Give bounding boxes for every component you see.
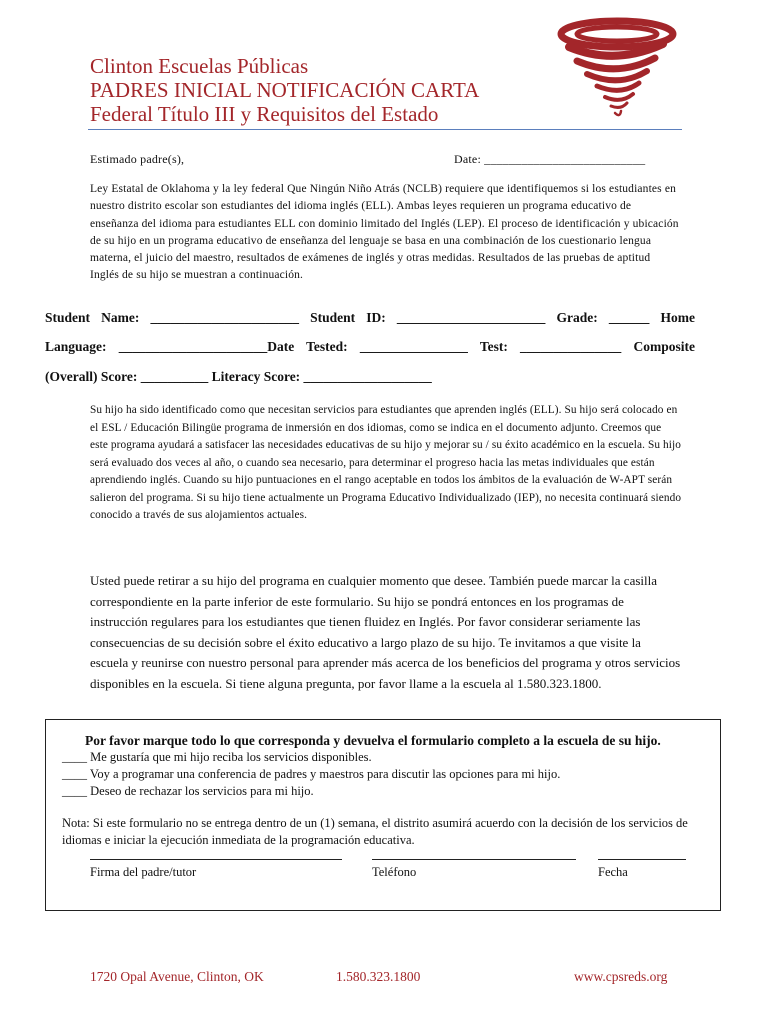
signature-label: Firma del padre/tutor xyxy=(90,865,197,879)
footer-website[interactable]: www.cpsreds.org xyxy=(574,969,668,984)
language-date-test-line[interactable]: Language: ______________________Date Tested: ________________ Test: _______________ Composite xyxy=(45,339,695,354)
letter-subtitle: Federal Título III y Requisitos del Estado xyxy=(90,102,439,126)
salutation: Estimado padre(s), xyxy=(90,152,185,166)
tornado-logo-icon xyxy=(555,14,679,126)
score-line[interactable]: (Overall) Score: __________ Literacy Score: ___________________ xyxy=(45,369,432,384)
option-schedule-conference[interactable]: ____ Voy a programar una conferencia de padres y maestros para discutir las opciones para mi hijo. xyxy=(62,767,561,781)
option-receive-services[interactable]: ____ Me gustaría que mi hijo reciba los servicios disponibles. xyxy=(62,750,372,764)
option-decline-services[interactable]: ____ Deseo de rechazar los servicios para mi hijo. xyxy=(62,784,314,798)
date-label: Fecha xyxy=(598,865,628,879)
phone-line[interactable] xyxy=(372,859,576,860)
ell-paragraph: Su hijo ha sido identificado como que necesitan servicios para estudiantes que aprenden inglés (ELL). Su hijo será colocado en el ESL / Educación Bilingüe programa de inmersión en dos idiomas, como se indica en el documento adjunto. Creemos que este programa ayudará a satisfacer las necesidades educativas de su hijo y mejorar su / su éxito académico en la escuela. Su hijo será evaluado dos veces al año, o cuando sea necesario, para determinar el progreso hacia las metas individuales que están aprendiendo inglés. Cuando su hijo puntuaciones en el rango aceptable en todos los ámbitos de la evaluación de W-APT serán salieron del programa. Si su hijo tiene actualmente un Programa Educativo Individualizado (IEP), no necesita continuará siendo conocido a través de sus alojamientos actuales. xyxy=(90,404,682,521)
form-note: Nota: Si este formulario no se entrega dentro de un (1) semana, el distrito asumirá acuerdo con la decisión de los servicios de idiomas e iniciar la ejecución inmediata de la programación educativa. xyxy=(62,816,688,847)
footer-address: 1720 Opal Avenue, Clinton, OK xyxy=(90,969,264,984)
intro-paragraph: Ley Estatal de Oklahoma y la ley federal Que Ningún Niño Atrás (NCLB) requiere que identifiquemos si los estudiantes en nuestro distrito escolar son estudiantes del idioma inglés (ELL). Ambas leyes requieren un programa educativo de enseñanza del idioma para estudiantes ELL con dominio limitado del Inglés (LEP). El proceso de identificación y ubicación de su hijo en un programa educativo de enseñanza del lenguaje se basa en una combinación de los cuestionario lengua materna, el juicio del maestro, resultados de exámenes de inglés y otras medidas. Resultados de las pruebas de aptitud Inglés de su hijo se muestran a continuación. xyxy=(90,183,679,282)
date-field[interactable]: Date: __________________________ xyxy=(454,152,646,166)
footer-phone: 1.580.323.1800 xyxy=(336,969,421,984)
phone-label: Teléfono xyxy=(372,865,417,879)
signature-line[interactable] xyxy=(90,859,342,860)
withdraw-paragraph: Usted puede retirar a su hijo del programa en cualquier momento que desee. También puede marcar la casilla correspondiente en la parte inferior de este formulario. Su hijo se pondrá entonces en los programas de instrucción regulares para los estudiantes que tienen fluidez en Inglés. Por favor considerar seriamente las consecuencias de su decisión sobre el éxito educativo a largo plazo de su hijo. Te invitamos a que visite la escuela y reunirse con nuestro personal para aprender más acerca de los beneficios del programa y otros servicios disponibles en la escuela. Si tiene alguna pregunta, por favor llame a la escuela al 1.580.323.1800. xyxy=(90,573,681,691)
letter-title: PADRES INICIAL NOTIFICACIÓN CARTA xyxy=(90,78,480,102)
header-divider xyxy=(88,129,682,130)
school-name-title: Clinton Escuelas Públicas xyxy=(90,54,309,78)
form-instructions-heading: Por favor marque todo lo que corresponda y devuelva el formulario completo a la escuela de su hijo. xyxy=(85,733,661,748)
student-name-id-grade-line[interactable]: Student Name: ______________________ Student ID: ______________________ Grade: ______ Home xyxy=(45,310,695,325)
date-line[interactable] xyxy=(598,859,686,860)
